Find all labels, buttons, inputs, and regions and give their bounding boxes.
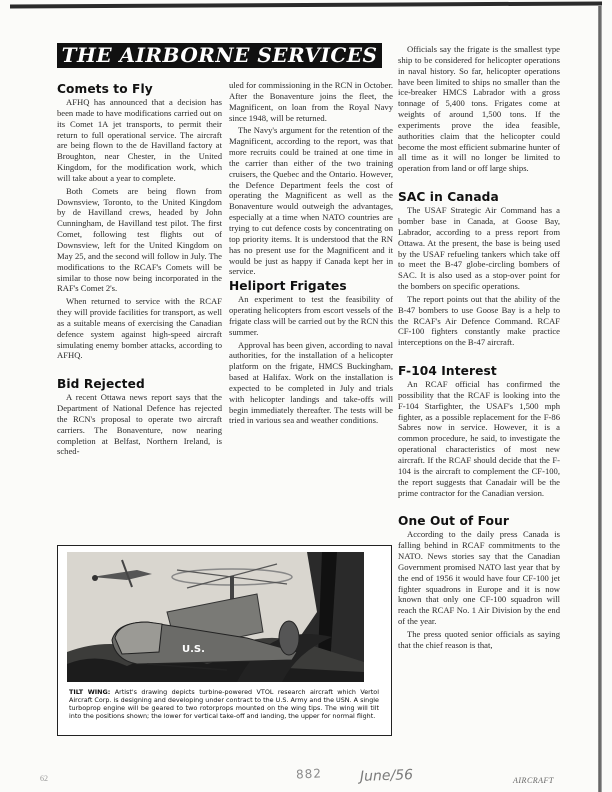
paragraph-continued: uled for commissioning in the RCN in October. After the Bonaventure joins the fleet, the Magnificent, on loan from the Royal Navy since 1948, will be returned. [229,80,393,123]
paragraph: The USAF Strategic Air Command has a bomber base in Canada, at Goose Bay, Labrador, according to a press report from Ottawa. At the present, the base is being used by the USAF refueling tankers which take off to meet the B-47 globe-circling bombers of SAC. It is also used as a stop-over point for the bombers on specific operations. [398,205,560,292]
headline-comets: Comets to Fly [57,82,153,96]
paragraph: An RCAF official has confirmed the possibility that the RCAF is looking into the F-104 Starfighter, the USAF's 1,500 mph fighter, as a possible replacement for the F-86 Sabres now in service. However, it is a common procedure, he said, to investigate the operational characteristics of most new aircraft. If the RCAF should decide that the F-104 is the aircraft to complement the CF-100, the report suggests that Canadair will be the prime contractor for the Canadian version. [398,379,560,498]
vtol-aircraft-drawing-icon [67,552,364,682]
paragraph: The report points out that the ability of the B-47 bombers to use Goose Bay is a help to the RCAF's Air Defence Command. RCAF CF-100 fighters constantly make practice interceptions on the B-47 aircraft. [398,293,560,348]
headline-one-out-of-four: One Out of Four [398,514,509,529]
caption-lead: TILT WING: [69,688,111,696]
column-3 [398,44,560,653]
magazine-name: AIRCRAFT [513,776,554,785]
page-number: 62 [40,774,48,783]
paragraph: Officials say the frigate is the smallest type ship to be considered for helicopter operations in naval history. So far, helicopter operations have been limited to ships no smaller than the ice-breaker HMCS Labrador with a gross tonnage of 5,400 tons. Frigates come at weights of around 1,500 tons. If the experiments prove the idea feasible, authorities claim that the helicopter could become the most efficient submarine hunter of all time as it will no longer be limited to operation from land or off large ships. [398,44,560,174]
handwritten-number: 882 [295,766,323,782]
handwritten-date: June/56 [359,767,414,785]
svg-text:U.S.: U.S. [182,644,205,655]
figure-caption [69,689,379,721]
paragraph: An experiment to test the feasibility of operating helicopters from escort vessels of the frigate class will be carried out by the RCN this summer. [229,294,393,337]
paragraph: Both Comets are being flown from Downsview, Toronto, to the United Kingdom by de Havilland crews, headed by John Cunningham, de Havilland test pilot. The first Comet, following test flights out of Downsview, left for the United Kingdom on May 25, and the second will follow in July. The modifications to the RCAF's Comets will be similar to those now being incorporated in the RAF's Comet 2's. [57,185,222,294]
paragraph: The press quoted senior officials as saying that the chief reason is that, [398,628,560,650]
paragraph: The Navy's argument for the retention of the Magnificent, according to the report, was that more recruits could be trained at one time in the carrier than either of the two training cruisers, the Quebec and the Ontario. However, the Defence Department feels the cost of operating the Magnificent as well as the Bonaventure would outweigh the advantages, especially at a time when NATO countries are trying to cut defence costs by concentrating on top priority items. It is understood that the RN has no present use for the Magnificent and it would be just as happy if Canada kept her in service. [229,125,393,277]
paragraph: AFHQ has announced that a decision has been made to have modifications carried out on its Comet 1A jet transports, to permit their return to full operational service. The aircraft are being flown to the de Havilland factory at Broughton, near Chester, in the United Kingdom, for the modification work, which will take about a year to complete. [57,97,222,183]
column-1 [57,80,222,459]
caption-body: Artist's drawing depicts turbine-powered VTOL research aircraft which Vertol Aircraft Corp. is designing and developing under contract to the U.S. Army and the USN. A single turboprop engine will be geared to two rotorprops mounted on the wing tips. The wing will tilt into the positions shown; the lower for vertical take-off and landing, the upper for normal flight. [69,688,379,720]
paragraph: Approval has been given, according to naval authorities, for the installation of a helicopter platform on the frigate, HMCS Buckingham, based at Halifax. Work on the installation is expected to be completed in July and trials with helicopter landings and take-offs will begin immediately thereafter. The tests will be tried in various sea and weather conditions. [229,339,393,426]
page-binding-edge [598,6,602,792]
figure-tilt-wing [57,545,392,736]
paragraph: A recent Ottawa news report says that the Department of National Defence has rejected the RCN's proposal to operate two aircraft carriers. The Bonaventure, now nearing completion at Belfast, Northern Ireland, is sched- [57,392,222,457]
headline-heliport-frigates: Heliport Frigates [229,279,347,294]
page-top-rule [10,1,602,8]
section-banner: THE AIRBORNE SERVICES [57,43,382,68]
headline-sac-in-canada: SAC in Canada [398,190,499,205]
paragraph: According to the daily press Canada is falling behind in RCAF commitments to the NATO. News stories say that the Canadian Government promised NATO last year that by the end of 1956 it would have four CF-100 jet fighter squadrons in Europe and it is now known that only one CF-100 squadron will reach the RCAF No. 1 Air Division by the end of the year. [398,529,560,627]
headline-bid-rejected: Bid Rejected [57,377,145,392]
illustration-vtol-aircraft [67,552,364,682]
paragraph: When returned to service with the RCAF they will provide facilities for transport, as well as a suitable means of exercising the Canadian defence system against high-speed aircraft simulating enemy bomber attacks, according to AFHQ. [57,296,222,361]
headline-f104-interest: F-104 Interest [398,364,497,379]
column-2 [229,80,393,428]
